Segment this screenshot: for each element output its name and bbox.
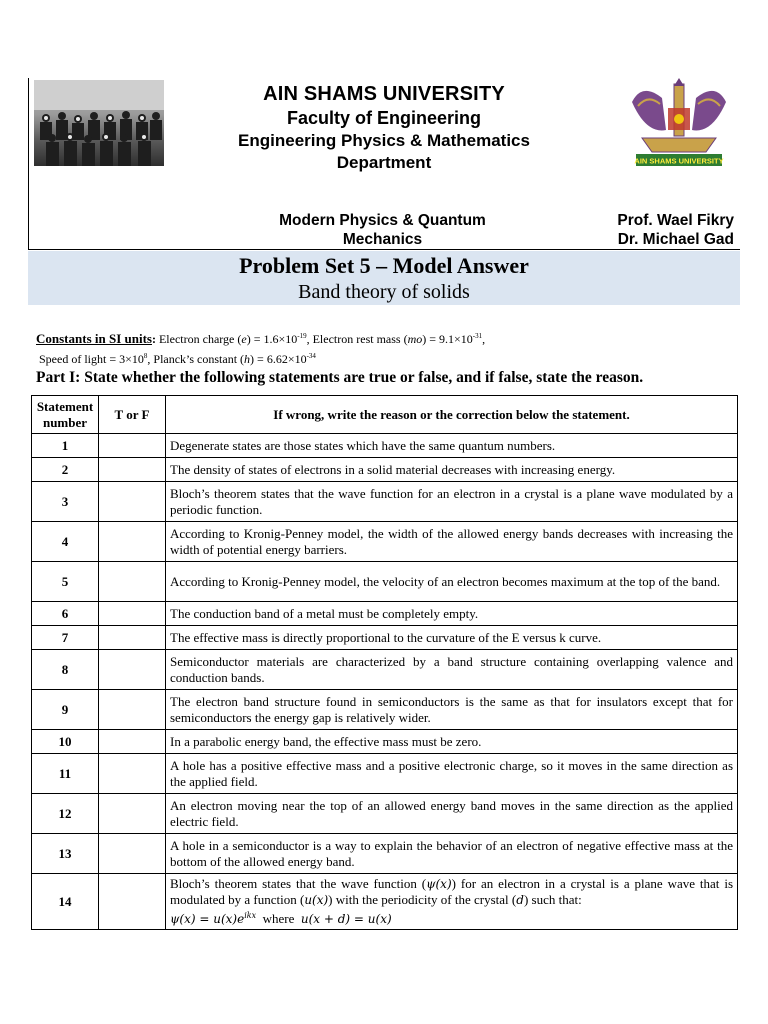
table-row [32, 690, 738, 730]
light-label: Speed of light [39, 352, 107, 366]
page-subtitle: Band theory of solids [298, 281, 470, 303]
instructor-2: Dr. Michael Gad [617, 231, 734, 248]
statement-text: The density of states of electrons in a solid material decreases with increasing energy. [166, 458, 738, 482]
statement-number: 6 [32, 602, 99, 626]
table-row [32, 874, 738, 930]
electron-charge-value: 1.6×10 [263, 332, 298, 346]
part1-heading: Part I: State whether the following statements are true or false, and if false, state the reason. [36, 369, 644, 386]
t-or-f-cell[interactable] [99, 834, 166, 874]
statement-number: 3 [32, 482, 99, 522]
t-or-f-cell[interactable] [99, 650, 166, 690]
stmt14-equation-2: u(x + d) = u(x) [300, 912, 392, 926]
constants-label: Constants in SI units [36, 331, 152, 346]
electron-charge-exp: -19 [297, 332, 307, 340]
header-reason: If wrong, write the reason or the correction below the statement. [166, 396, 738, 434]
table-row [32, 650, 738, 690]
table-row [32, 602, 738, 626]
stmt14-d: d [516, 893, 524, 907]
electron-mass-exp: -31 [472, 332, 483, 340]
statement-number: 13 [32, 834, 99, 874]
t-or-f-cell[interactable] [99, 730, 166, 754]
statement-text: In a parabolic energy band, the effective mass must be zero. [166, 730, 738, 754]
stmt14-psi: ψ(x) [426, 877, 452, 891]
stmt14-ux: u(x) [304, 893, 329, 907]
table-row [32, 730, 738, 754]
stmt14-part-d: ) such that: [523, 892, 582, 907]
table-row [32, 458, 738, 482]
university-logo [622, 78, 736, 170]
t-or-f-cell[interactable] [99, 602, 166, 626]
light-value: 3×10 [119, 352, 144, 366]
light-exp: 8 [143, 352, 148, 360]
statement-number: 14 [32, 874, 99, 930]
statement-text [166, 874, 738, 930]
table-row [32, 562, 738, 602]
t-or-f-cell[interactable] [99, 874, 166, 930]
statement-text: The conduction band of a metal must be completely empty. [166, 602, 738, 626]
stmt14-where: where [262, 911, 295, 926]
table-row [32, 434, 738, 458]
table-row [32, 834, 738, 874]
statement-text: Degenerate states are those states which have the same quantum numbers. [166, 434, 738, 458]
planck-symbol: h [244, 352, 251, 366]
planck-value: 6.62×10 [266, 352, 307, 366]
statement-number: 9 [32, 690, 99, 730]
electron-mass-value: 9.1×10 [439, 332, 473, 346]
statement-number: 12 [32, 794, 99, 834]
t-or-f-cell[interactable] [99, 482, 166, 522]
constants-block [36, 328, 736, 368]
statement-text: The effective mass is directly proportional to the curvature of the E versus k curve. [166, 626, 738, 650]
page-title: Problem Set 5 – Model Answer [239, 253, 529, 278]
stmt14-part-b: ) for an electron in a crystal is a plane wave that is modulated by a function ( [170, 876, 734, 907]
statement-number: 4 [32, 522, 99, 562]
t-or-f-cell[interactable] [99, 754, 166, 794]
instructor-1: Prof. Wael Fikry [617, 212, 734, 229]
table-row [32, 482, 738, 522]
electron-mass-symbol: mo [407, 332, 423, 346]
statements-table [31, 395, 738, 930]
university-name: AIN SHAMS UNIVERSITY [263, 83, 505, 105]
t-or-f-cell[interactable] [99, 434, 166, 458]
course-line1: Modern Physics & Quantum [279, 212, 486, 229]
stmt14-part-a: Bloch’s theorem states that the wave function ( [170, 876, 427, 891]
t-or-f-cell[interactable] [99, 794, 166, 834]
title-band [28, 251, 740, 305]
statement-text: Semiconductor materials are characterized by a band structure containing overlapping valence and conduction bands. [166, 650, 738, 690]
statement-text: Bloch’s theorem states that the wave function for an electron in a crystal is a plane wave modulated by a periodic function. [166, 482, 738, 522]
constants-line2: Speed of light = $3\times 10^8$, Planck’s constant $(h) = 6.62\times 10^{-34}$ [39, 352, 316, 366]
stmt14-part-c: ) with the periodicity of the crystal ( [328, 892, 517, 907]
planck-exp: -34 [306, 352, 316, 360]
electron-charge-label: Electron charge [158, 332, 235, 346]
statement-text: A hole in a semiconductor is a way to explain the behavior of an electron of negative effective mass at the bottom of the allowed energy band. [166, 834, 738, 874]
statement-number: 10 [32, 730, 99, 754]
stmt14-equation-1-exp: ikx [244, 911, 257, 920]
department-line1: Engineering Physics & Mathematics [238, 131, 530, 150]
statement-number: 8 [32, 650, 99, 690]
t-or-f-cell[interactable] [99, 562, 166, 602]
planck-label: Planck’s constant [153, 352, 238, 366]
header-statement-number: Statement number [32, 396, 99, 434]
instructors [617, 211, 734, 249]
statement-text: A hole has a positive effective mass and a positive electronic charge, so it moves in the same direction as the applied field. [166, 754, 738, 794]
statement-text: According to Kronig-Penney model, the velocity of an electron becomes maximum at the top of the band. [166, 562, 738, 602]
course-line2: Mechanics [342, 231, 423, 248]
stmt14-equation-1: ψ(x) = u(x)e [170, 912, 245, 926]
table-row [32, 522, 738, 562]
statement-number: 5 [32, 562, 99, 602]
statement-text: According to Kronig-Penney model, the width of the allowed energy bands decreases with increasing the width of potential energy barriers. [166, 522, 738, 562]
logo-caption: AIN SHAMS UNIVERSITY [634, 156, 724, 166]
table-row [32, 754, 738, 794]
statement-number: 2 [32, 458, 99, 482]
t-or-f-cell[interactable] [99, 522, 166, 562]
table-row [32, 794, 738, 834]
table-row [32, 626, 738, 650]
t-or-f-cell[interactable] [99, 626, 166, 650]
department-line2: Department [336, 153, 432, 172]
header-t-or-f: T or F [99, 396, 166, 434]
table-header-row [32, 396, 738, 434]
statement-number: 7 [32, 626, 99, 650]
course-title [250, 211, 515, 249]
t-or-f-cell[interactable] [99, 690, 166, 730]
statement-text: The electron band structure found in semiconductors is the same as that for insulators except that for semiconductors the energy gap is relatively wider. [166, 690, 738, 730]
faculty-name: Faculty of Engineering [286, 108, 482, 128]
electron-charge-symbol: e [241, 332, 247, 346]
electron-mass-label: Electron rest mass [312, 332, 401, 346]
statement-number: 11 [32, 754, 99, 794]
statement-text: An electron moving near the top of an allowed energy band moves in the same direction as the applied electric field. [166, 794, 738, 834]
t-or-f-cell[interactable] [99, 458, 166, 482]
statement-number: 1 [32, 434, 99, 458]
constants-line1: Constants in SI units: Electron charge $(e) = 1.6\times 10^{-19}$, Electron rest mass $(mo) = 9.1\times 10^{-31}$, [36, 331, 486, 346]
